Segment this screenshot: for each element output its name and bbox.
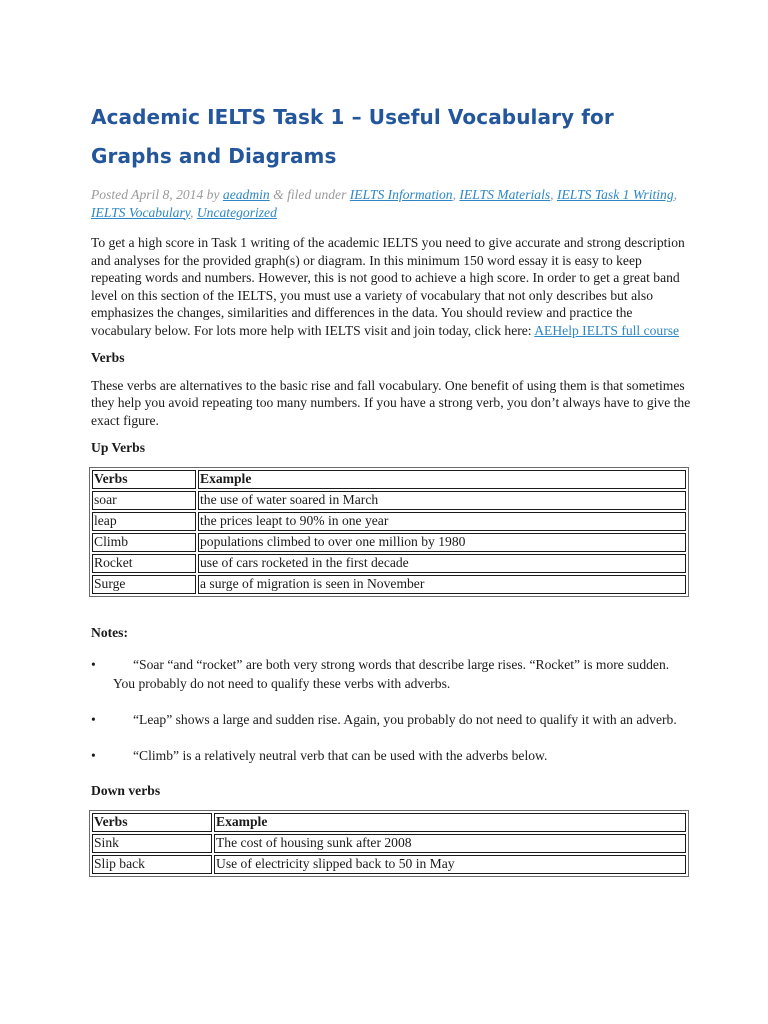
verb-cell: Rocket [92, 554, 196, 573]
post-meta [91, 186, 691, 221]
list-item [91, 655, 691, 693]
notes-heading: Notes: [91, 624, 128, 640]
example-cell: the use of water soared in March [198, 491, 686, 510]
table-header-cell: Verbs [92, 470, 196, 489]
category-separator: , [550, 187, 557, 202]
up-verbs-table [89, 467, 689, 597]
example-cell: Use of electricity slipped back to 50 in May [214, 855, 686, 874]
category-link[interactable]: IELTS Vocabulary [91, 204, 191, 220]
table-row [92, 554, 686, 573]
author-link[interactable]: aeadmin [222, 187, 270, 202]
posted-date: Posted April 8, 2014 by [91, 187, 223, 202]
table-header-row [92, 813, 686, 832]
table-header-cell: Verbs [92, 813, 212, 832]
list-item [91, 746, 691, 765]
category-link[interactable]: IELTS Information [349, 187, 453, 202]
intro-paragraph [91, 234, 691, 339]
bullet-icon: • [91, 657, 96, 672]
table-row [92, 855, 686, 874]
example-cell: The cost of housing sunk after 2008 [214, 834, 686, 853]
verb-cell: soar [92, 491, 196, 510]
example-cell: a surge of migration is seen in November [198, 575, 686, 594]
example-cell: populations climbed to over one million by 1980 [198, 533, 686, 552]
note-text: “Leap” shows a large and sudden rise. Again, you probably do not need to qualify it with an adverb. [133, 712, 677, 727]
bullet-icon: • [91, 748, 96, 763]
down-verbs-table [89, 810, 689, 877]
category-link[interactable]: IELTS Task 1 Writing [556, 187, 674, 202]
bullet-icon: • [91, 712, 96, 727]
filed-under-text: & filed under [269, 187, 350, 202]
table-row [92, 491, 686, 510]
category-link[interactable]: IELTS Materials [459, 187, 551, 202]
note-text: “Soar “and “rocket” are both very strong words that describe large rises. “Rocket” is more sudden. You probably do not need to qualify these verbs with adverbs. [113, 657, 670, 691]
course-link[interactable]: AEHelp IELTS full course [534, 322, 680, 338]
verbs-heading: Verbs [91, 350, 125, 365]
note-text: “Climb” is a relatively neutral verb that can be used with the adverbs below. [133, 748, 548, 763]
article [91, 98, 691, 904]
verb-cell: Sink [92, 834, 212, 853]
page-title: Academic IELTS Task 1 – Useful Vocabulary for Graphs and Diagrams [91, 105, 614, 168]
table-row [92, 512, 686, 531]
category-link[interactable]: Uncategorized [196, 204, 277, 220]
verb-cell: Slip back [92, 855, 212, 874]
up-verbs-heading: Up Verbs [91, 440, 146, 455]
table-row [92, 575, 686, 594]
table-row [92, 834, 686, 853]
table-row [92, 533, 686, 552]
notes-list [91, 655, 691, 765]
down-verbs-heading: Down verbs [91, 783, 161, 798]
verb-cell: leap [92, 512, 196, 531]
table-header-row [92, 470, 686, 489]
category-separator: , [190, 204, 197, 220]
table-header-cell: Example [198, 470, 686, 489]
verbs-paragraph: These verbs are alternatives to the basic rise and fall vocabulary. One benefit of using them is that sometimes they help you avoid repeating too many numbers. If you have a strong verb, you don’t always have to give the exact figure. [91, 377, 691, 428]
verb-cell: Surge [92, 575, 196, 594]
example-cell: use of cars rocketed in the first decade [198, 554, 686, 573]
table-header-cell: Example [214, 813, 686, 832]
example-cell: the prices leapt to 90% in one year [198, 512, 686, 531]
intro-text: To get a high score in Task 1 writing of the academic IELTS you need to give accurate and strong description and analyses for the provided graph(s) or diagram. In this minimum 150 word essay it is easy to keep repeating words and numbers. However, this is not good to achieve a high score. In order to get a great band level on this section of the IELTS, you must use a variety of vocabulary that not only describes but also emphasizes the changes, similarities and differences in the data. You should review and practice the vocabulary below. For lots more help with IELTS visit and join today, click here: [91, 235, 685, 338]
verb-cell: Climb [92, 533, 196, 552]
category-separator: , [673, 187, 678, 202]
category-separator: , [452, 187, 460, 202]
list-item [91, 710, 691, 729]
